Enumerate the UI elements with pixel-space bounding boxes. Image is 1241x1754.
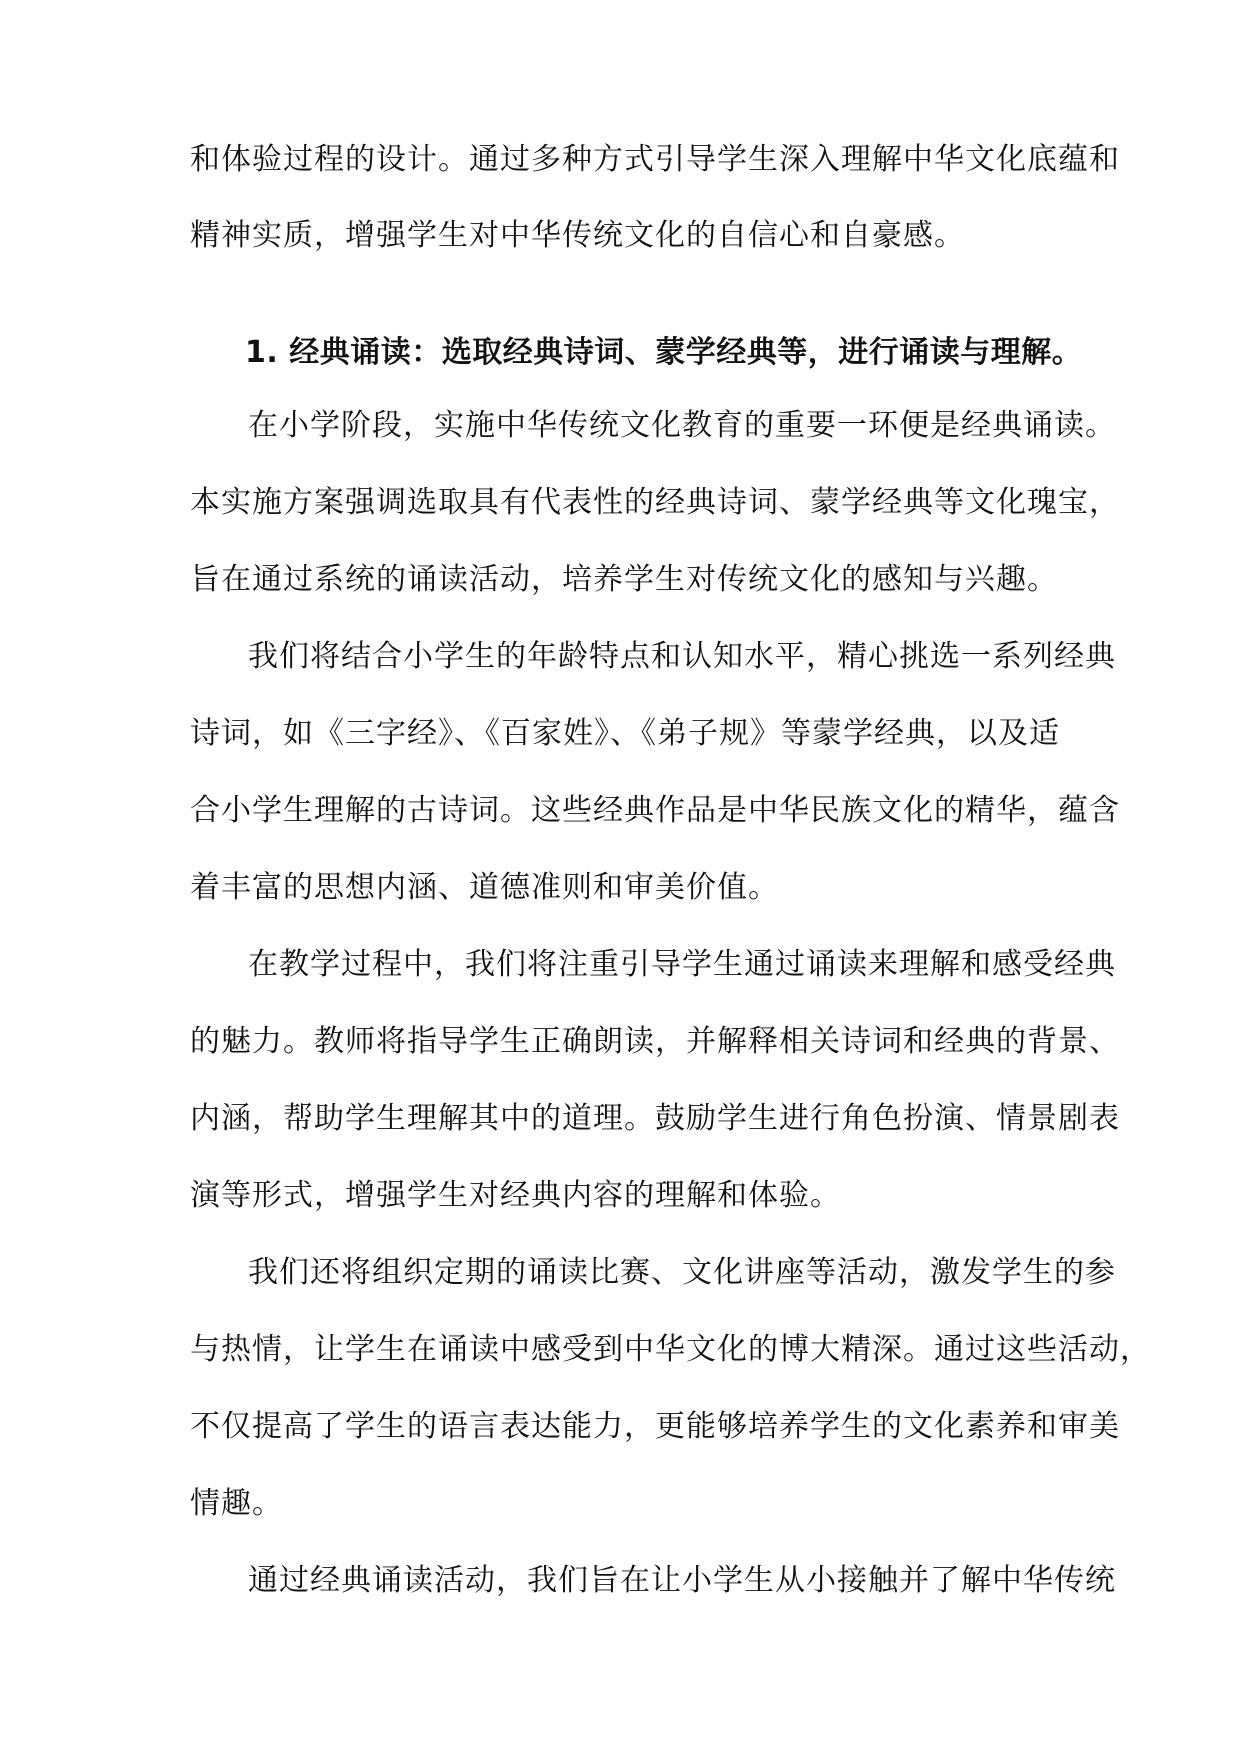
paragraph-line: 本实施方案强调选取具有代表性的经典诗词、蒙学经典等文化瑰宝，: [190, 485, 1120, 520]
paragraph-line: 合小学生理解的古诗词。这些经典作品是中华民族文化的精华，蕴含: [190, 793, 1120, 828]
paragraph-line: 通过经典诵读活动，我们旨在让小学生从小接触并了解中华传统: [248, 1563, 1116, 1598]
paragraph-line: 精神实质，增强学生对中华传统文化的自信心和自豪感。: [190, 218, 965, 253]
paragraph-line: 和体验过程的设计。通过多种方式引导学生深入理解中华文化底蕴和: [190, 142, 1120, 177]
paragraph-line: 诗词，如《三字经》、《百家姓》、《弟子规》等蒙学经典，以及适: [190, 716, 1060, 751]
paragraph-line: 我们还将组织定期的诵读比赛、文化讲座等活动，激发学生的参: [248, 1255, 1116, 1290]
paragraph-line: 情趣。: [190, 1486, 283, 1521]
paragraph-line: 内涵，帮助学生理解其中的道理。鼓励学生进行角色扮演、情景剧表: [190, 1101, 1120, 1136]
paragraph-line: 在小学阶段，实施中华传统文化教育的重要一环便是经典诵读。: [248, 408, 1116, 443]
paragraph-line: 演等形式，增强学生对经典内容的理解和体验。: [190, 1178, 841, 1213]
paragraph-line: 在教学过程中，我们将注重引导学生通过诵读来理解和感受经典: [248, 947, 1116, 982]
paragraph-line: 与热情，让学生在诵读中感受到中华文化的博大精深。通过这些活动，: [190, 1332, 1151, 1367]
paragraph-line: 不仅提高了学生的语言表达能力，更能够培养学生的文化素养和审美: [190, 1409, 1120, 1444]
paragraph-line: 旨在通过系统的诵读活动，培养学生对传统文化的感知与兴趣。: [190, 562, 1058, 597]
paragraph-line: 着丰富的思想内涵、道德准则和审美价值。: [190, 870, 779, 905]
paragraph-line: 我们将结合小学生的年龄特点和认知水平，精心挑选一系列经典: [248, 639, 1116, 674]
paragraph-line: 的魅力。教师将指导学生正确朗读，并解释相关诗词和经典的背景、: [190, 1024, 1120, 1059]
section-heading: 1. 经典诵读：选取经典诗词、蒙学经典等，进行诵读与理解。: [245, 335, 1083, 370]
